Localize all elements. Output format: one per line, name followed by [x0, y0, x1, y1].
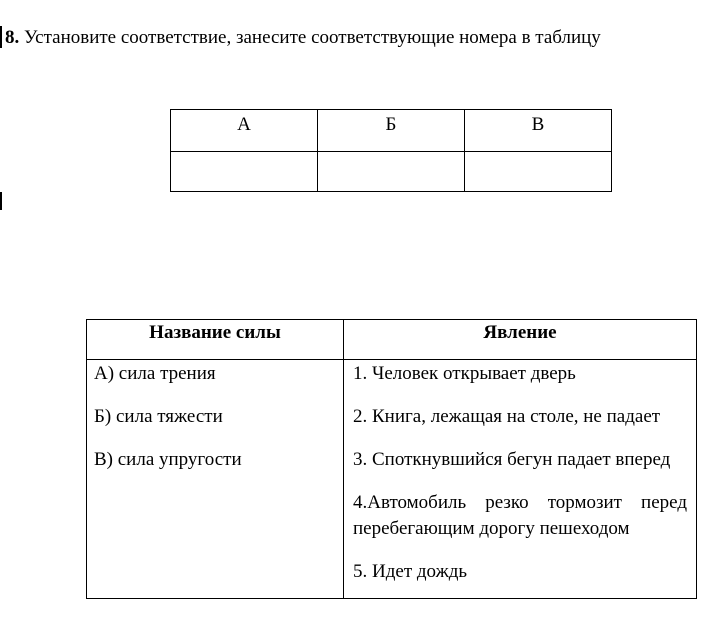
answer-cell-b[interactable] — [318, 152, 465, 192]
question-heading — [5, 26, 601, 50]
force-item-v: В) сила упругости — [94, 449, 242, 470]
matching-table — [86, 319, 697, 599]
question-number: 8. — [5, 27, 20, 48]
margin-marker — [0, 26, 2, 48]
phenomenon-item-4: 4.Автомобиль резко тормозит перед перебегающим дорогу пешеходом — [353, 492, 687, 539]
answer-header-v: В — [465, 110, 612, 152]
question-text: Установите соответствие, занесите соответствующие номера в таблицу — [24, 27, 601, 48]
answer-header-b: Б — [318, 110, 465, 152]
matching-table-header-row — [87, 320, 697, 360]
phenomenon-header: Явление — [344, 320, 697, 360]
phenomenon-item-1: 1. Человек открывает дверь — [353, 363, 576, 384]
phenomena-cell — [344, 360, 697, 599]
answer-table-header-row — [171, 110, 612, 152]
answer-table-input-row — [171, 152, 612, 192]
answer-cell-a[interactable] — [171, 152, 318, 192]
matching-table-body-row — [87, 360, 697, 599]
forces-cell — [87, 360, 344, 599]
answer-table — [170, 109, 612, 192]
phenomenon-item-5: 5. Идет дождь — [353, 561, 468, 582]
phenomenon-item-2: 2. Книга, лежащая на столе, не падает — [353, 406, 661, 427]
answer-header-a: А — [171, 110, 318, 152]
force-name-header: Название силы — [87, 320, 344, 360]
phenomenon-item-3: 3. Споткнувшийся бегун падает вперед — [353, 449, 671, 470]
answer-cell-v[interactable] — [465, 152, 612, 192]
force-item-b: Б) сила тяжести — [94, 406, 223, 427]
force-item-a: А) сила трения — [94, 363, 216, 384]
margin-marker — [0, 192, 2, 210]
